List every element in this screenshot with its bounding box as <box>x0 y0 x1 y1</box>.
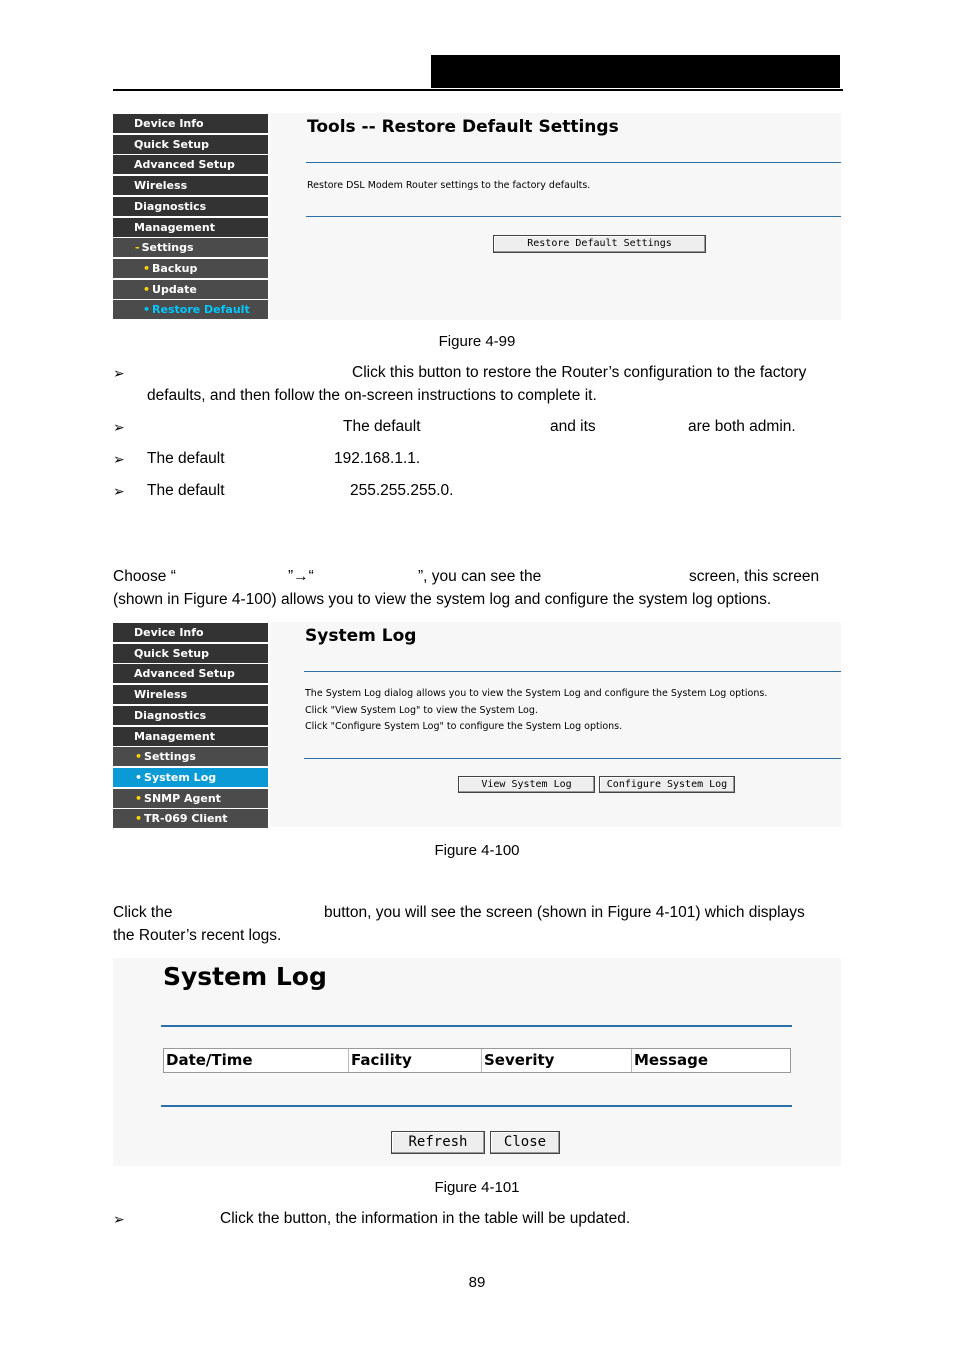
sidebar-item-device-info[interactable] <box>113 114 268 133</box>
figure-4-99-screenshot <box>113 113 841 320</box>
sidebar-item-label: Restore Default <box>152 303 250 317</box>
bullet-text: 192.168.1.1. <box>334 450 421 467</box>
paragraph-text: ”→“ <box>288 568 314 585</box>
sidebar-item-label: Settings <box>141 241 194 255</box>
bullet-icon: • <box>135 770 143 784</box>
header-bar <box>431 55 840 88</box>
sidebar-item-label: Wireless <box>134 179 188 193</box>
sidebar-item-label: Advanced Setup <box>134 667 235 681</box>
sidebar-item-label: Advanced Setup <box>134 158 235 172</box>
divider <box>161 1025 792 1027</box>
page-number: 89 <box>468 1274 486 1291</box>
paragraph-text: Choose “ <box>113 568 176 585</box>
sidebar-item-device-info[interactable] <box>113 623 268 642</box>
bullet-text: are both admin. <box>688 418 796 435</box>
sidebar-item-tr-069-client[interactable] <box>113 809 268 828</box>
sidebar-item-label: Diagnostics <box>134 708 207 722</box>
divider <box>306 162 841 163</box>
sidebar-item-wireless[interactable] <box>113 176 268 195</box>
bullet-marker: ➢ <box>113 365 125 381</box>
bullet-text: The default <box>147 450 225 467</box>
sidebar-item-label: Update <box>152 282 197 296</box>
description-line: Click "View System Log" to view the System Log. <box>305 705 538 716</box>
sidebar-item-label: TR-069 Client <box>144 812 228 826</box>
description-line: Click "Configure System Log" to configure the System Log options. <box>305 721 623 732</box>
sidebar-item-label: Backup <box>152 261 198 275</box>
bullet-marker: ➢ <box>113 483 125 499</box>
bullet-marker: ➢ <box>113 1211 125 1227</box>
page-title: System Log <box>305 626 417 646</box>
bullet-text: The default <box>147 482 225 499</box>
sidebar-item-label: Quick Setup <box>134 646 209 660</box>
sidebar-item-label: SNMP Agent <box>144 791 221 805</box>
paragraph-text: (shown in Figure 4-100) allows you to view the system log and configure the system log options. <box>113 591 772 608</box>
description-line: The System Log dialog allows you to view the System Log and configure the System Log options. <box>305 688 768 699</box>
bullet-text: defaults, and then follow the on-screen instructions to complete it. <box>147 387 597 404</box>
paragraph-text: Click the <box>113 904 173 921</box>
paragraph-text: the Router’s recent logs. <box>113 927 282 944</box>
sidebar-item-label: Management <box>134 729 215 743</box>
paragraph-text: ”, you can see the <box>418 568 542 585</box>
sidebar-item-diagnostics[interactable] <box>113 197 268 216</box>
figure-caption: Figure 4-101 <box>434 1179 520 1196</box>
divider <box>304 758 841 759</box>
sidebar-item-restore-default[interactable] <box>113 300 268 319</box>
bullet-text: Click the button, the information in the table will be updated. <box>220 1210 631 1227</box>
bullet-icon: • <box>135 812 143 826</box>
bullet-text: 255.255.255.0. <box>350 482 454 499</box>
sidebar-item-label: Settings <box>144 750 196 764</box>
divider <box>161 1105 792 1107</box>
sidebar-item-management[interactable] <box>113 727 268 746</box>
bullet-text: Click this button to restore the Router’s configuration to the factory <box>352 364 807 381</box>
sidebar-item-advanced-setup[interactable] <box>113 664 268 683</box>
bullet-icon: • <box>143 303 151 317</box>
header-rule <box>113 89 843 91</box>
bullet-icon: - <box>135 241 140 255</box>
page-title: Tools -- Restore Default Settings <box>307 117 619 137</box>
description: Restore DSL Modem Router settings to the factory defaults. <box>307 180 591 191</box>
bullet-icon: • <box>135 750 143 764</box>
sidebar-nav <box>113 622 270 827</box>
bullet-icon: • <box>143 282 151 296</box>
bullet-marker: ➢ <box>113 451 125 467</box>
column-header: Message <box>634 1051 708 1069</box>
sidebar-item-diagnostics[interactable] <box>113 706 268 725</box>
sidebar-item-snmp-agent[interactable] <box>113 789 268 808</box>
sidebar-item-wireless[interactable] <box>113 685 268 704</box>
bullet-text: The default <box>343 418 421 435</box>
sidebar-item-label: Wireless <box>134 688 188 702</box>
figure-4-100-screenshot <box>113 622 841 827</box>
bullet-icon: • <box>135 791 143 805</box>
paragraph-text: screen, this screen <box>689 568 820 585</box>
sidebar-item-label: Device Info <box>134 626 204 639</box>
sidebar-item-backup[interactable] <box>113 259 268 278</box>
sidebar-item-label: Device Info <box>134 117 204 130</box>
sidebar-item-quick-setup[interactable] <box>113 135 268 154</box>
restore-default-button[interactable]: Restore Default Settings <box>493 235 706 253</box>
view-system-log-button[interactable]: View System Log <box>458 776 595 793</box>
sidebar-item-settings[interactable] <box>113 747 268 766</box>
paragraph-text: button, you will see the screen (shown in Figure 4-101) which displays <box>324 904 805 921</box>
sidebar-item-label: Quick Setup <box>134 137 209 151</box>
figure-caption: Figure 4-99 <box>438 333 516 350</box>
log-table-header <box>163 1048 791 1073</box>
sidebar-item-update[interactable] <box>113 280 268 299</box>
sidebar-item-settings[interactable] <box>113 238 268 257</box>
close-button[interactable]: Close <box>490 1131 560 1154</box>
column-header: Severity <box>482 1049 632 1072</box>
column-header: Date/Time <box>164 1049 349 1072</box>
sidebar-item-label: System Log <box>144 770 217 784</box>
bullet-icon: • <box>143 261 151 275</box>
sidebar-item-label: Diagnostics <box>134 199 207 213</box>
figure-caption: Figure 4-100 <box>434 842 520 859</box>
sidebar-nav <box>113 113 270 320</box>
bullet-marker: ➢ <box>113 419 125 435</box>
sidebar-item-management[interactable] <box>113 218 268 237</box>
divider <box>304 671 841 672</box>
sidebar-item-advanced-setup[interactable] <box>113 155 268 174</box>
configure-system-log-button[interactable]: Configure System Log <box>599 776 735 793</box>
refresh-button[interactable]: Refresh <box>391 1131 485 1154</box>
column-header: Facility <box>349 1049 482 1072</box>
sidebar-item-system-log[interactable] <box>113 768 268 787</box>
sidebar-item-quick-setup[interactable] <box>113 644 268 663</box>
page-title: System Log <box>163 962 327 991</box>
divider <box>306 216 841 217</box>
sidebar-item-label: Management <box>134 220 215 234</box>
bullet-text: and its <box>550 418 596 435</box>
